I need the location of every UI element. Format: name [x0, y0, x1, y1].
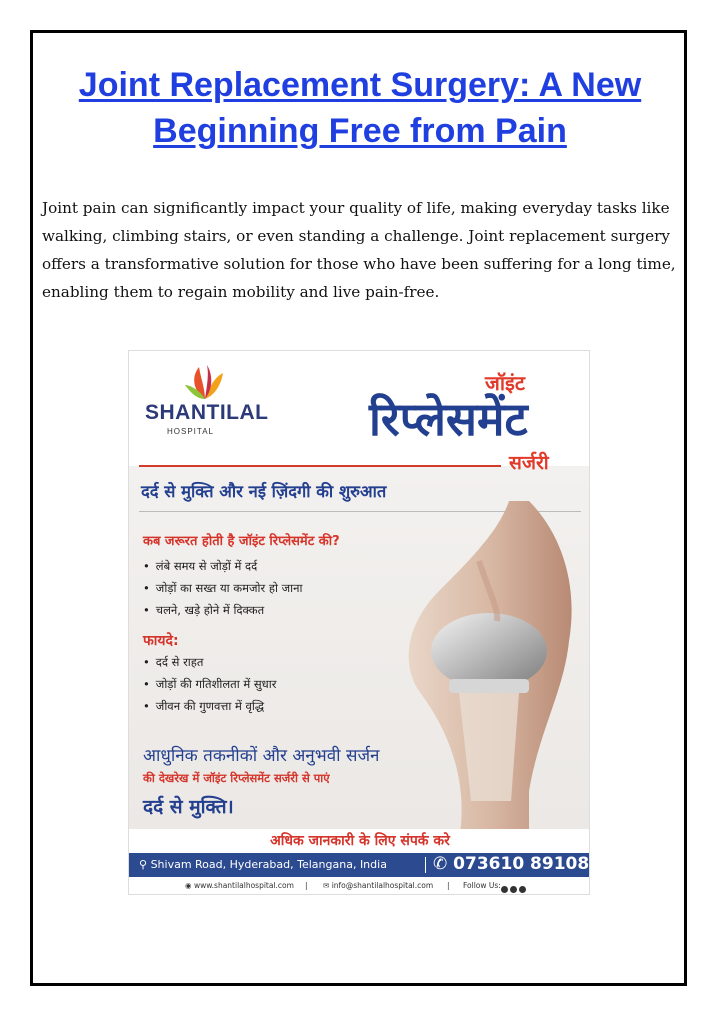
follow-us-label: Follow Us:: [463, 881, 501, 890]
heading-surgery: सर्जरी: [509, 452, 549, 474]
benefits-heading: फायदे:: [143, 633, 179, 649]
logo-leaves-icon: [185, 363, 225, 403]
poster-tagline: दर्द से मुक्ति और नई ज़िंदगी की शुरुआत: [141, 482, 387, 501]
logo-name: SHANTILAL: [145, 401, 269, 424]
contact-info-bar: [129, 853, 590, 877]
heading-joint: जॉइंट: [485, 371, 525, 395]
page-title: Joint Replacement Surgery: A New Beginning Free from Pain: [78, 66, 642, 150]
phone-value: 073610 89108: [453, 854, 590, 874]
youtube-icon[interactable]: [519, 886, 526, 893]
modern-techniques-line: आधुनिक तकनीकों और अनुभवी सर्जन: [143, 746, 380, 766]
hospital-logo: [145, 363, 275, 443]
list-item: • जोड़ों का सख्त या कमजोर हो जाना: [143, 577, 302, 599]
hospital-poster: [128, 350, 590, 895]
address-value: Shivam Road, Hyderabad, Telangana, India: [150, 858, 387, 871]
website-value: www.shantilalhospital.com: [193, 881, 294, 890]
footer-divider: |: [305, 881, 308, 890]
list-item: • चलने, खड़े होने में दिक्कत: [143, 599, 302, 621]
logo-subtitle: HOSPITAL: [167, 427, 214, 436]
social-icons: [501, 882, 528, 895]
benefits-list: [143, 651, 276, 717]
phone-icon: ✆: [433, 854, 448, 874]
when-needed-heading: कब जरूरत होती है जॉइंट रिप्लेसमेंट की?: [143, 534, 340, 549]
contact-cta: अधिक जानकारी के लिए संपर्क करे: [129, 829, 590, 853]
website-link[interactable]: [185, 877, 294, 895]
pain-relief-text: दर्द से मुक्ति।: [143, 796, 234, 818]
heading-rule: [139, 465, 501, 467]
email-link[interactable]: [323, 877, 433, 895]
poster-footer: [129, 877, 590, 895]
phone-number[interactable]: [433, 854, 589, 874]
address-text: ⚲ Shivam Road, Hyderabad, Telangana, India: [139, 858, 387, 871]
intro-paragraph: Joint pain can significantly impact your quality of life, making everyday tasks like walking, climbing stairs, or even standing a challenge. Joint replacement surgery offers a transformative solution for those who have been suffering for a long time, enabling them to regain mobility and live pain-free.: [42, 199, 676, 301]
mail-icon: ✉: [323, 881, 330, 890]
list-item: • लंबे समय से जोड़ों में दर्द: [143, 555, 302, 577]
surgeon-supervision-line: की देखरेख में जॉइंट रिप्लेसमेंट सर्जरी से पाएं: [143, 771, 330, 785]
heading-replacement: रिप्लेसमेंट: [369, 392, 528, 446]
list-item: • जोड़ों की गतिशीलता में सुधार: [143, 673, 276, 695]
when-needed-list: [143, 555, 302, 621]
instagram-icon[interactable]: [510, 886, 517, 893]
globe-icon: ◉: [185, 881, 192, 890]
footer-divider: |: [447, 881, 450, 890]
info-divider: [425, 857, 426, 873]
list-item: • जीवन की गुणवत्ता में वृद्धि: [143, 695, 276, 717]
email-value: info@shantilalhospital.com: [331, 881, 434, 890]
knee-joint-illustration: [379, 501, 590, 841]
list-item: • दर्द से राहत: [143, 651, 276, 673]
facebook-icon[interactable]: [501, 886, 508, 893]
